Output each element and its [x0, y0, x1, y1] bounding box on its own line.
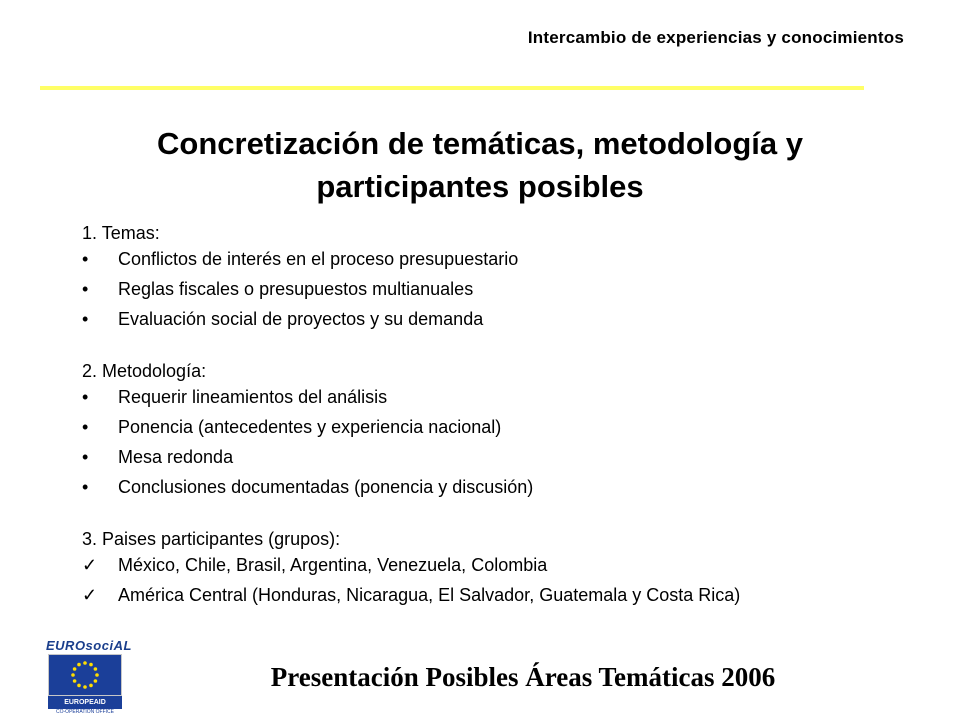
list-item: • Evaluación social de proyectos y su demanda — [82, 309, 484, 329]
list-item: • Mesa redonda — [82, 447, 234, 467]
cooperation-office-label: CO-OPERATION OFFICE — [56, 709, 114, 715]
slide-title-line-2: participantes posibles — [316, 169, 644, 204]
section-metodologia — [82, 360, 862, 507]
logo-brand-text: EUROsociAL — [46, 638, 132, 653]
bullet-icon: • — [82, 387, 89, 407]
section-heading: 1. Temas: — [82, 223, 160, 243]
checkmark-icon: ✓ — [82, 555, 98, 575]
bullet-icon: • — [82, 477, 89, 497]
section-paises — [82, 528, 862, 615]
checkmark-icon: ✓ — [82, 585, 98, 605]
list-item: • Reglas fiscales o presupuestos multianuales — [82, 279, 474, 299]
bullet-icon: • — [82, 447, 89, 467]
list-item: ✓ América Central (Honduras, Nicaragua, El Salvador, Guatemala y Costa Rica) — [82, 585, 741, 605]
bullet-icon: • — [82, 249, 89, 269]
bullet-icon: • — [82, 417, 89, 437]
list-item: • Ponencia (antecedentes y experiencia nacional) — [82, 417, 502, 437]
slide-title-line-1: Concretización de temáticas, metodología y — [157, 126, 803, 161]
eu-flag-icon — [48, 654, 122, 696]
slide-body — [82, 222, 862, 636]
bullet-icon: • — [82, 309, 89, 329]
list-item: • Conclusiones documentadas (ponencia y discusión) — [82, 477, 534, 497]
section-temas — [82, 222, 862, 339]
yellow-divider — [40, 86, 864, 90]
footer-title: Presentación Posibles Áreas Temáticas 2006 — [270, 662, 776, 692]
europeaid-label: EUROPEAID — [48, 696, 122, 709]
eurosocial-logo — [40, 636, 130, 714]
slide-title — [40, 122, 920, 208]
section-heading: 2. Metodología: — [82, 361, 207, 381]
header-title: Intercambio de experiencias y conocimientos — [527, 28, 904, 47]
section-heading: 3. Paises participantes (grupos): — [82, 529, 341, 549]
list-item: ✓ México, Chile, Brasil, Argentina, Venezuela, Colombia — [82, 555, 548, 575]
list-item: • Conflictos de interés en el proceso presupuestario — [82, 249, 519, 269]
list-item: • Requerir lineamientos del análisis — [82, 387, 388, 407]
bullet-icon: • — [82, 279, 89, 299]
